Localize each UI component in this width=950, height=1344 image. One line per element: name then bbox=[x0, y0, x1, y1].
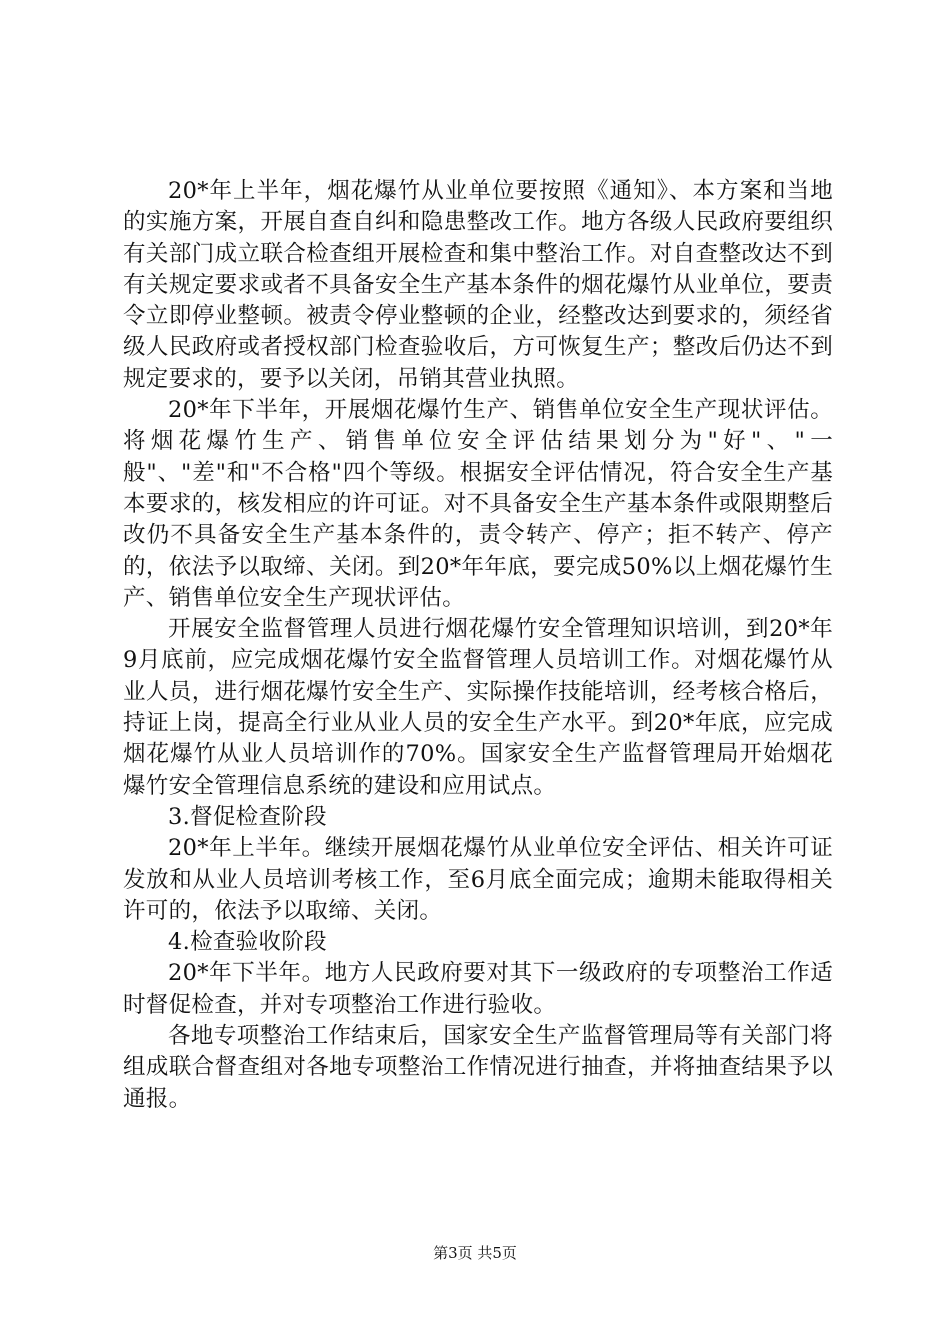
paragraph-training: 开展安全监督管理人员进行烟花爆竹安全管理知识培训，到20*年9月底前，应完成烟花爆竹安全监督管理人员培训工作。对烟花爆竹从业人员，进行烟花爆竹安全生产、实际操作技能培训，经考核合格后，持证上岗，提高全行业从业人员的安全生产水平。到20*年底，应完成烟花爆竹从业人员培训作的70%。国家安全生产监督管理局开始烟花爆竹安全管理信息系统的建设和应用试点。 bbox=[123, 616, 833, 799]
paragraph-joint-inspection: 各地专项整治工作结束后，国家安全生产监督管理局等有关部门将组成联合督查组对各地专项整治工作情况进行抽查，并将抽查结果予以通报。 bbox=[123, 1023, 833, 1112]
page-number-footer: 第3页 共5页 bbox=[433, 1244, 517, 1262]
paragraph-self-inspection: 20*年上半年，烟花爆竹从业单位要按照《通知》、本方案和当地的实施方案，开展自查自纠和隐患整改工作。地方各级人民政府要组织有关部门成立联合检查组开展检查和集中整治工作。对自查整改达不到有关规定要求或者不具备安全生产基本条件的烟花爆竹从业单位，要责令立即停业整顿。被责令停业整顿的企业，经整改达到要求的，须经省级人民政府或者授权部门检查验收后，方可恢复生产；整改后仍达不到规定要求的，要予以关闭，吊销其营业执照。 bbox=[123, 178, 833, 392]
section-heading-supervision: 3.督促检查阶段 bbox=[168, 803, 327, 830]
paragraph-safety-assessment: 20*年下半年，开展烟花爆竹生产、销售单位安全生产现状评估。将烟花爆竹生产、销售单位安全评估结果划分为"好"、"一般"、"差"和"不合格"四个等级。根据安全评估情况，符合安全生产基本要求的，核发相应的许可证。对不具备安全生产基本条件或限期整后改仍不具备安全生产基本条件的，责令转产、停产；拒不转产、停产的，依法予以取缔、关闭。到20*年年底，要完成50%以上烟花爆竹生产、销售单位安全生产现状评估。 bbox=[123, 397, 833, 611]
section-heading-acceptance: 4.检查验收阶段 bbox=[168, 929, 327, 956]
document-body bbox=[123, 176, 833, 1115]
paragraph-supervision: 20*年上半年。继续开展烟花爆竹从业单位安全评估、相关许可证发放和从业人员培训考核工作，至6月底全面完成；逾期未能取得相关许可的，依法予以取缔、关闭。 bbox=[123, 835, 833, 924]
paragraph-acceptance: 20*年下半年。地方人民政府要对其下一级政府的专项整治工作适时督促检查，并对专项整治工作进行验收。 bbox=[123, 960, 833, 1018]
